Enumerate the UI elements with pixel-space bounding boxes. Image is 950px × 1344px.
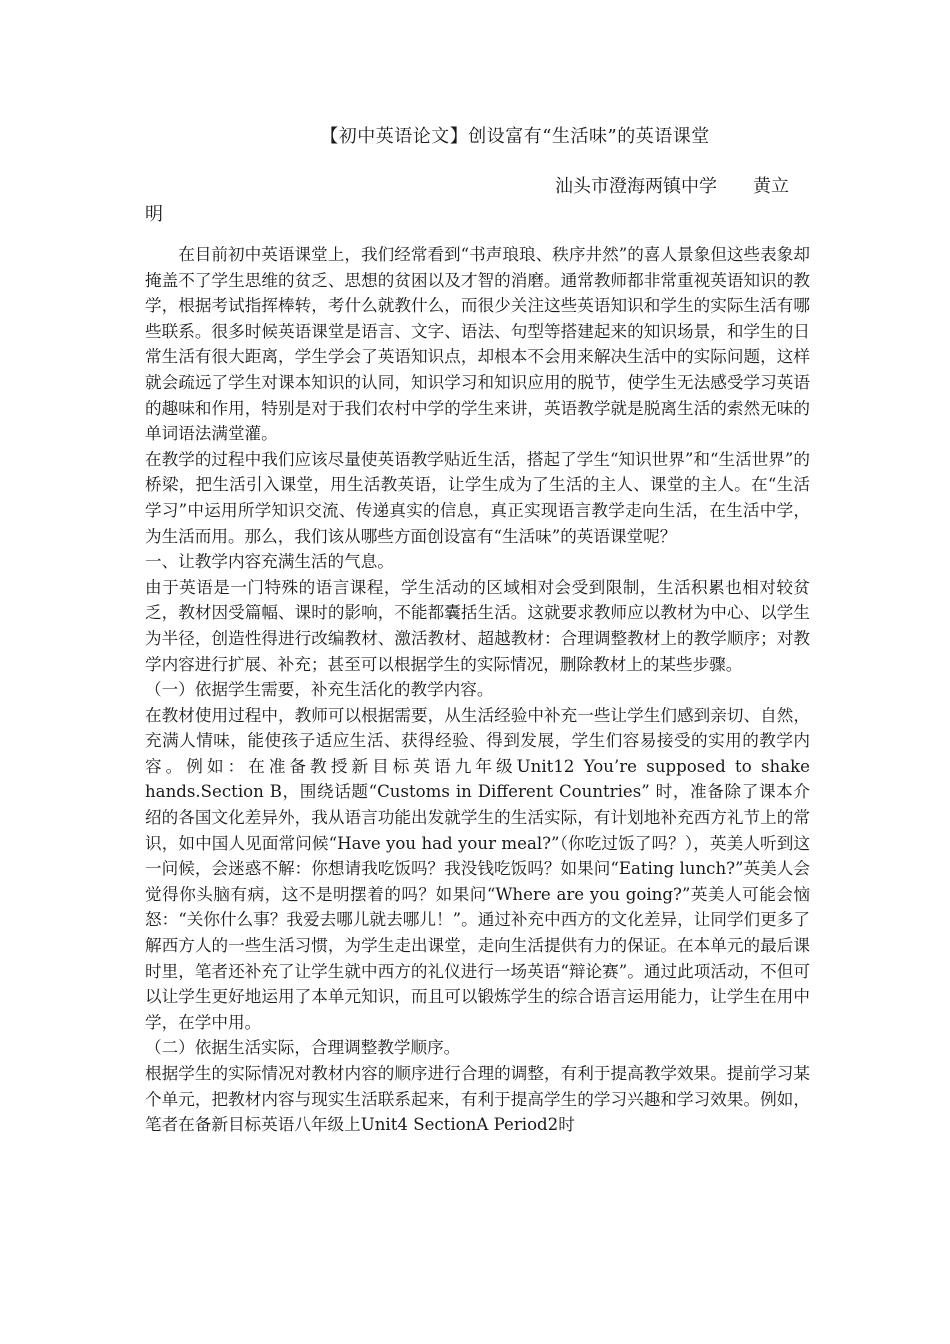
- paragraph: 根据学生的实际情况对教材内容的顺序进行合理的调整，有利于提高教学效果。提前学习某个单元，把教材内容与现实生活联系起来，有利于提高学生的学习兴趣和学习效果。例如，笔者在备新目标英语八年级上Unit4 SectionA Period2时: [145, 1064, 810, 1135]
- subsection-heading: （二）依据生活实际，合理调整教学顺序。: [145, 1038, 461, 1058]
- document-body: [145, 242, 810, 1138]
- author-line-wrap: 明: [145, 204, 163, 225]
- author-line: 汕头市澄海两镇中学 黄立: [555, 176, 789, 197]
- paragraph: 由于英语是一门特殊的语言课程，学生活动的区域相对会受到限制，生活积累也相对较贫乏，教材因受篇幅、课时的影响，不能都囊括生活。这就要求教师应以教材为中心、以学生为半径，创造性得进行改编教材、激活教材、超越教材：合理调整教材上的教学顺序；对教学内容进行扩展、补充；甚至可以根据学生的实际情况，删除教材上的某些步骤。: [145, 577, 810, 674]
- paragraph: 在教材使用过程中，教师可以根据需要，从生活经验中补充一些让学生们感到亲切、自然，充满人情味，能使孩子适应生活、获得经验、得到发展，学生们容易接受的实用的教学内容。例如：在准备教授新目标英语九年级Unit12 You’re supposed to shake hands.Section B，围绕话题“Customs in Different Countries” 时，准备除了课本介绍的各国文化差异外，我从语言功能出发就学生的生活实际，有计划地补充西方礼节上的常识，如中国人见面常问候“Have you had your meal?”（你吃过饭了吗？），英美人听到这一问候，会迷惑不解：你想请我吃饭吗？我没钱吃饭吗？如果问“Eating lunch?”英美人会觉得你头脑有病，这不是明摆着的吗？如果问“Where are you going?”英美人可能会恼怒：“关你什么事？我爱去哪儿就去哪儿！”。通过补充中西方的文化差异，让同学们更多了解西方人的一些生活习惯，为学生走出课堂，走向生活提供有力的保证。在本单元的最后课时里，笔者还补充了让学生就中西方的礼仪进行一场英语“辩论赛”。通过此项活动，不但可以让学生更好地运用了本单元知识，而且可以锻炼学生的综合语言运用能力，让学生在用中学，在学中用。: [145, 705, 810, 1032]
- document-title: 【初中英语论文】创设富有“生活味”的英语课堂: [320, 126, 710, 147]
- paragraph: 在目前初中英语课堂上，我们经常看到“书声琅琅、秩序井然”的喜人景象但这些表象却掩盖不了学生思维的贫乏、思想的贫困以及才智的消磨。通常教师都非常重视英语知识的教学，根据考试指挥棒转，考什么就教什么，而很少关注这些英语知识和学生的实际生活有哪些联系。很多时候英语课堂是语言、文字、语法、句型等搭建起来的知识场景，和学生的日常生活有很大距离，学生学会了英语知识点，却根本不会用来解决生活中的实际问题，这样就会疏远了学生对课本知识的认同，知识学习和知识应用的脱节，使学生无法感受学习英语的趣味和作用，特别是对于我们农村中学的学生来讲，英语教学就是脱离生活的索然无味的单词语法满堂灌。: [145, 245, 810, 444]
- subsection-heading: （一）依据学生需要，补充生活化的教学内容。: [145, 680, 494, 700]
- section-heading: 一、让教学内容充满生活的气息。: [145, 552, 394, 572]
- paragraph: 在教学的过程中我们应该尽量使英语教学贴近生活，搭起了学生“知识世界”和“生活世界”的桥梁，把生活引入课堂，用生活教英语，让学生成为了生活的主人、课堂的主人。在“生活学习”中运用所学知识交流、传递真实的信息，真正实现语言教学走向生活，在生活中学，为生活而用。那么，我们该从哪些方面创设富有“生活味”的英语课堂呢？: [145, 449, 810, 546]
